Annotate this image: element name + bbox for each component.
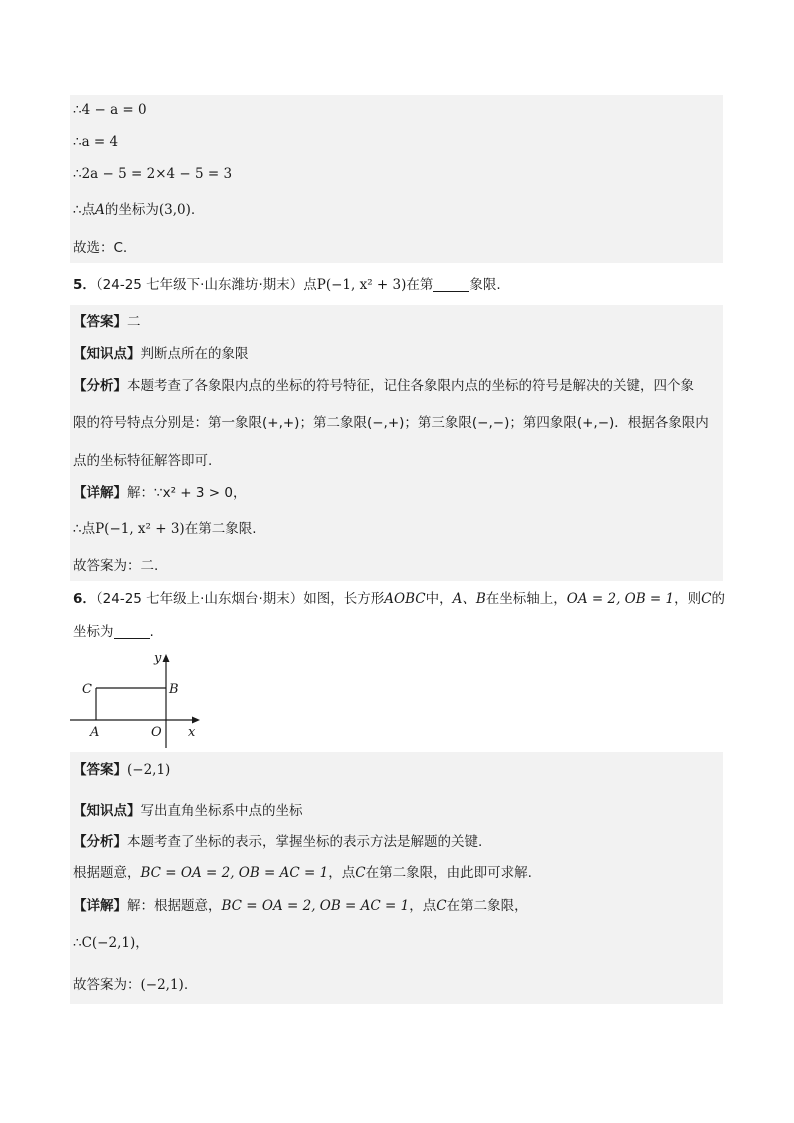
q5-knowledge-point: 【知识点】判断点所在的象限 xyxy=(73,346,249,362)
prev-solution-line-2: ∴a = 4 xyxy=(73,134,119,150)
q6-answer: 【答案】(−2,1) xyxy=(73,762,171,778)
label-B: B xyxy=(169,682,179,697)
label-x: x xyxy=(188,725,196,740)
q5-analysis-line-1: 【分析】本题考查了各象限内点的坐标的符号特征，记住各象限内点的坐标的符号是解决的关键，四个象 xyxy=(73,378,694,394)
q5-detail-line-1: 【详解】解：∵x² + 3 > 0， xyxy=(73,485,247,501)
prev-solution-line-1: ∴4 − a = 0 xyxy=(73,102,147,118)
q5-stem: 5．（24-25 七年级下·山东潍坊·期末）点P(−1, x² + 3)在第 象限. xyxy=(73,277,501,293)
q6-detail-line-2: ∴C(−2,1)， xyxy=(73,935,149,951)
q6-final-answer: 故答案为：(−2,1). xyxy=(73,977,189,993)
x-axis-arrow xyxy=(192,717,200,724)
q6-detail-line-1: 【详解】解：根据题意，BC = OA = 2, OB = AC = 1，点C在第二象限， xyxy=(73,898,528,914)
q5-analysis-line-2: 限的符号特点分别是：第一象限(+,+)；第二象限(−,+)；第三象限(−,−)；第四象限(+,−)．根据各象限内 xyxy=(73,415,709,431)
q6-analysis-line-1: 【分析】本题考查了坐标的表示，掌握坐标的表示方法是解题的关键. xyxy=(73,834,483,850)
q6-stem-line-2: 坐标为 . xyxy=(73,624,154,640)
prev-solution-line-3: ∴2a − 5 = 2×4 − 5 = 3 xyxy=(73,166,233,182)
label-y: y xyxy=(154,651,162,666)
y-axis-arrow xyxy=(163,654,170,662)
q6-analysis-line-2: 根据题意，BC = OA = 2, OB = AC = 1，点C在第二象限，由此即可求解. xyxy=(73,865,532,881)
q5-final-answer: 故答案为：二. xyxy=(73,558,159,574)
q6-answer-blank xyxy=(114,624,150,639)
label-O: O xyxy=(151,725,162,740)
q5-analysis-line-3: 点的坐标特征解答即可. xyxy=(73,453,213,469)
q6-knowledge-point: 【知识点】写出直角坐标系中点的坐标 xyxy=(73,803,303,819)
prev-solution-line-4: ∴点A的坐标为(3,0). xyxy=(73,202,196,218)
q6-stem-line-1: 6．（24-25 七年级上·山东烟台·期末）如图，长方形AOBC中，A、B在坐标轴上，OA = 2, OB = 1，则C的 xyxy=(73,591,725,607)
q5-answer: 【答案】二 xyxy=(73,314,141,330)
q5-answer-blank xyxy=(433,277,469,292)
label-C: C xyxy=(82,682,92,697)
rectangle-coordinate-figure xyxy=(68,648,208,752)
label-A: A xyxy=(90,725,100,740)
q5-detail-line-2: ∴点P(−1, x² + 3)在第二象限. xyxy=(73,521,257,537)
prev-solution-line-5: 故选：C. xyxy=(73,240,128,256)
